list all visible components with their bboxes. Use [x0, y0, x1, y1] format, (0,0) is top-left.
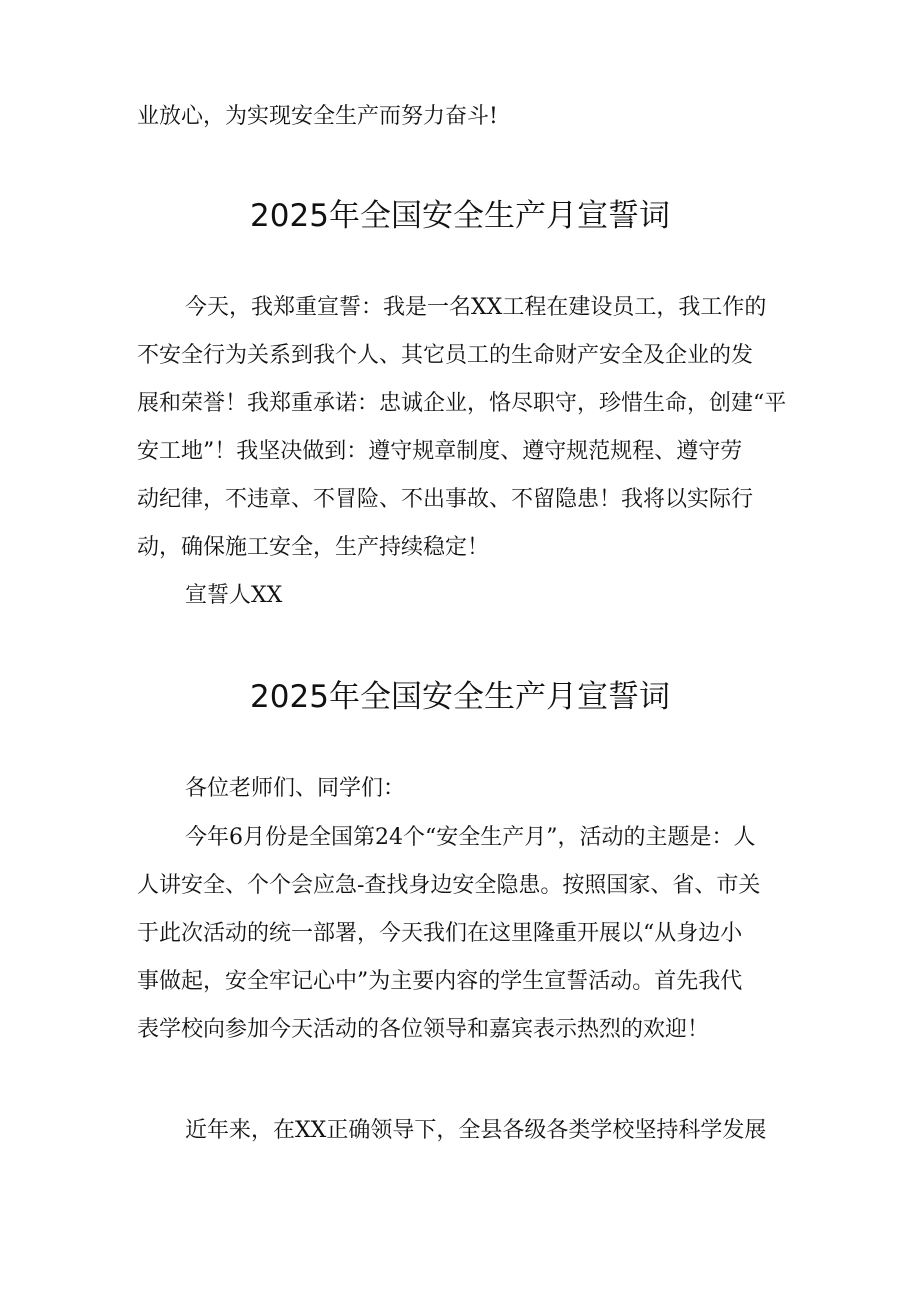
section1-paragraph-line: 动，确保施工安全，生产持续稳定！	[137, 535, 490, 560]
section1-signature: 宣誓人XX	[185, 583, 283, 608]
section1-paragraph-line: 今天，我郑重宣誓：我是一名XX工程在建设员工，我工作的	[185, 295, 767, 320]
section1-paragraph-line: 安工地”！我坚决做到：遵守规章制度、遵守规范规程、遵守劳	[137, 439, 743, 464]
section2-last-line: 近年来，在XX正确领导下，全县各级各类学校坚持科学发展	[185, 1118, 767, 1143]
section1-title: 2025年全国安全生产月宣誓词	[250, 198, 670, 234]
continuation-line: 业放心，为实现安全生产而努力奋斗!	[137, 104, 498, 129]
section2-greeting: 各位老师们、同学们：	[185, 776, 406, 801]
section2-paragraph-line: 表学校向参加今天活动的各位领导和嘉宾表示热烈的欢迎！	[137, 1017, 710, 1042]
section2-paragraph-line: 人讲安全、个个会应急-查找身边安全隐患。按照国家、省、市关	[137, 873, 761, 898]
section2-paragraph-line: 事做起，安全牢记心中”为主要内容的学生宣誓活动。首先我代	[137, 969, 743, 994]
section1-paragraph-line: 动纪律，不违章、不冒险、不出事故、不留隐患！我将以实际行	[137, 487, 754, 512]
section1-paragraph-line: 展和荣誉！我郑重承诺：忠诚企业，恪尽职守，珍惜生命，创建“平	[137, 391, 787, 416]
section2-paragraph-line: 于此次活动的统一部署，今天我们在这里隆重开展以“从身边小	[137, 921, 743, 946]
section2-title: 2025年全国安全生产月宣誓词	[250, 679, 670, 715]
section1-paragraph-line: 不安全行为关系到我个人、其它员工的生命财产安全及企业的发	[137, 343, 754, 368]
section2-paragraph-line: 今年6月份是全国第24个“安全生产月”，活动的主题是：人	[185, 825, 756, 850]
